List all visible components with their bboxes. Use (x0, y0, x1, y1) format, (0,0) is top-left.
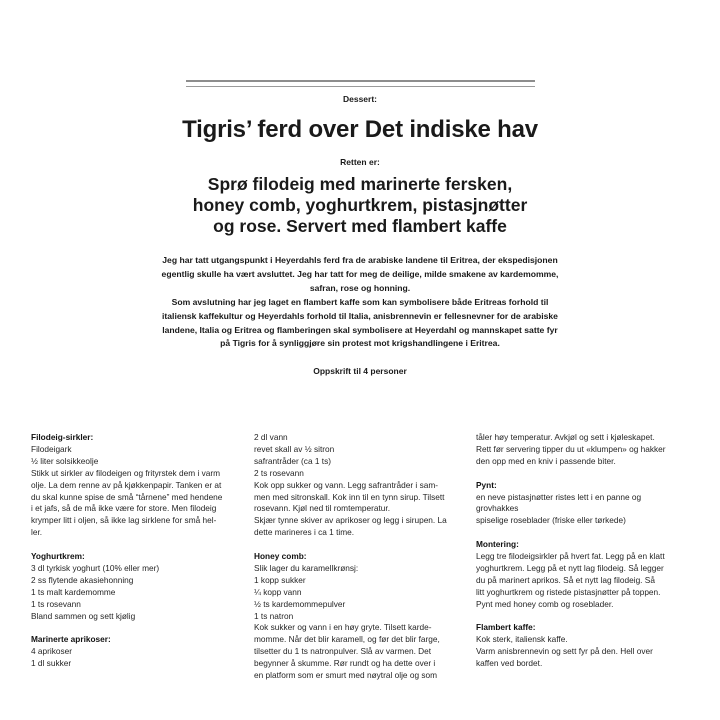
recipe-text-line: litt yoghurtkrem og ristede pistasjnøtter på toppen. (476, 586, 661, 597)
recipe-text-line: krymper litt i oljen, så ikke lag sirklene for små hel- (31, 515, 217, 526)
recipe-text-line: ½ liter solsikkeolje (31, 455, 99, 466)
intro-line: egentlig skulle ha vært avsluttet. Jeg har tatt for meg de deilige, milde smakene av kardemomme, (161, 268, 559, 279)
recipe-text-line: i et jafs, så de må ikke være for store. Men filodeig (31, 503, 217, 514)
section-spacer (31, 539, 251, 551)
recipe-text-line: Slik lager du karamellkrønsj: (254, 562, 359, 573)
recipe-text-line: 1 ts natron (254, 610, 294, 621)
recipe-column-2 (254, 432, 474, 682)
recipe-text-line: 3 dl tyrkisk yoghurt (10% eller mer) (31, 562, 160, 573)
recipe-text-line: olje. La dem renne av på kjøkkenpapir. Tanken er at (31, 479, 222, 490)
section-spacer (254, 539, 474, 551)
recipe-text-line: Rett før servering tipper du ut «klumpen» og hakker (476, 443, 666, 454)
section-spacer (476, 468, 701, 480)
recipe-text-line: 1 kopp sukker (254, 574, 306, 585)
course-label: Dessert: (342, 94, 378, 104)
intro-paragraph (0, 254, 720, 351)
header-rule-bottom (186, 86, 535, 87)
recipe-text-line: en neve pistasjnøtter ristes lett i en panne og (476, 491, 642, 502)
section-spacer (476, 611, 701, 623)
recipe-text-line: 2 ss flytende akasiehonning (31, 574, 134, 585)
dish-line: Sprø filodeig med marinerte fersken, (207, 174, 513, 194)
recipe-column-3 (476, 432, 701, 670)
recipe-section-heading: Flambert kaffe: (476, 622, 536, 633)
recipe-section-heading: Yoghurtkrem: (31, 551, 85, 562)
header-rule-top (186, 80, 535, 82)
recipe-text-line: den opp med en kniv i passende biter. (476, 455, 616, 466)
recipe-text-line: Bland sammen og sett kjølig (31, 610, 136, 621)
intro-line: på Tigris for å synliggjøre sin protest mot krigshandlingene i Eritrea. (220, 338, 500, 349)
section-spacer (476, 527, 701, 539)
recipe-text-line: Pynt med honey comb og roseblader. (476, 598, 614, 609)
recipe-text-line: 1 ts malt kardemomme (31, 586, 116, 597)
intro-line: Som avslutning har jeg laget en flambert kaffe som kan symbolisere både Eritreas forhold til (171, 296, 549, 307)
recipe-section-heading: Filodeig-sirkler: (31, 432, 94, 442)
recipe-text-line: spiselige roseblader (friske eller tørkede) (476, 515, 626, 526)
dish-line: honey comb, yoghurtkrem, pistasjnøtter (192, 195, 528, 215)
recipe-text-line: men med sitronskall. Kok inn til en tynn sirup. Tilsett (254, 491, 445, 502)
recipe-section-heading: Montering: (476, 539, 519, 550)
recipe-text-line: revet skall av ½ sitron (254, 443, 335, 454)
recipe-text-line: ½ ts kardemommepulver (254, 598, 346, 609)
intro-line: Jeg har tatt utgangspunkt i Heyerdahls ferd fra de arabiske landene til Eritrea, der ekspedisjonen (162, 255, 558, 265)
recipe-text-line: 1 ts rosevann (31, 598, 81, 609)
recipe-text-line: 1 dl sukker (31, 658, 72, 669)
recipe-text-line: safrantråder (ca 1 ts) (254, 455, 332, 466)
recipe-text-line: 4 aprikoser (31, 646, 73, 657)
recipe-text-line: Legg tre filodeigsirkler på hvert fat. Legg på en klatt (476, 551, 665, 562)
recipe-text-line: tilsetter du 1 ts natronpulver. Slå av varmen. Det (254, 646, 432, 657)
recipe-text-line: Varm anisbrennevin og sett fyr på den. Hell over (476, 646, 653, 657)
intro-line: landene, Italia og Eritrea og flamberingen skal symbolisere at Heyerdahl og mannskapet satte fyr (162, 324, 558, 335)
recipe-text-line: grovhakkes (476, 503, 519, 514)
intro-line: safran, rose og honning. (309, 282, 411, 293)
recipe-text-line: ler. (31, 527, 43, 538)
recipe-text-line: 2 dl vann (254, 432, 288, 442)
recipe-column-1 (31, 432, 251, 670)
dish-label: Retten er: (340, 157, 380, 167)
recipe-text-line: 2 ts rosevann (254, 467, 304, 478)
recipe-text-line: yoghurtkrem. Legg på et nytt lag filodeig. Så legger (476, 562, 664, 573)
recipe-text-line: Filodeigark (31, 443, 72, 454)
intro-line: italiensk kaffekultur og Heyerdahls forhold til Italia, anisbrennevin er fellesnevner for de arabiske (162, 310, 558, 321)
recipe-section-heading: Marinerte aprikoser: (31, 634, 111, 645)
recipe-text-line: Kok sukker og vann i en høy gryte. Tilsett karde- (254, 622, 432, 633)
recipe-text-line: rosevann. Kjøl ned til romtemperatur. (254, 503, 391, 514)
recipe-text-line: Skjær tynne skiver av aprikoser og legg i sirupen. La (254, 515, 447, 526)
recipe-text-line: Kok opp sukker og vann. Legg safrantråder i sam- (254, 479, 439, 490)
recipe-text-line: Kok sterk, italiensk kaffe. (476, 634, 568, 645)
section-spacer (31, 622, 251, 634)
recipe-text-line: dette marineres i ca 1 time. (254, 527, 355, 538)
servings-note: Oppskrift til 4 personer (313, 366, 407, 376)
recipe-text-line: Stikk ut sirkler av filodeigen og frityrstek dem i varm (31, 467, 221, 478)
recipe-text-line: en platform som er smurt med nøytral olje og som (254, 670, 438, 681)
dish-description (0, 174, 720, 237)
recipe-text-line: begynner å skumme. Rør rundt og ha dette over i (254, 658, 436, 669)
recipe-text-line: momme. Når det blir karamell, og før det blir farge, (254, 634, 440, 645)
dish-line: og rose. Servert med flambert kaffe (213, 216, 507, 236)
recipe-section-heading: Honey comb: (254, 551, 307, 562)
recipe-section-heading: Pynt: (476, 479, 497, 490)
recipe-text-line: kaffen ved bordet. (476, 658, 543, 669)
recipe-text-line: ¼ kopp vann (254, 586, 302, 597)
recipe-text-line: du skal kunne spise de små “tårnene” med hendene (31, 491, 223, 502)
recipe-text-line: du på marinert aprikos. Så et nytt lag filodeig. Så (476, 574, 655, 585)
page-title: Tigris’ ferd over Det indiske hav (182, 116, 538, 143)
recipe-text-line: tåler høy temperatur. Avkjøl og sett i kjøleskapet. (476, 432, 655, 442)
